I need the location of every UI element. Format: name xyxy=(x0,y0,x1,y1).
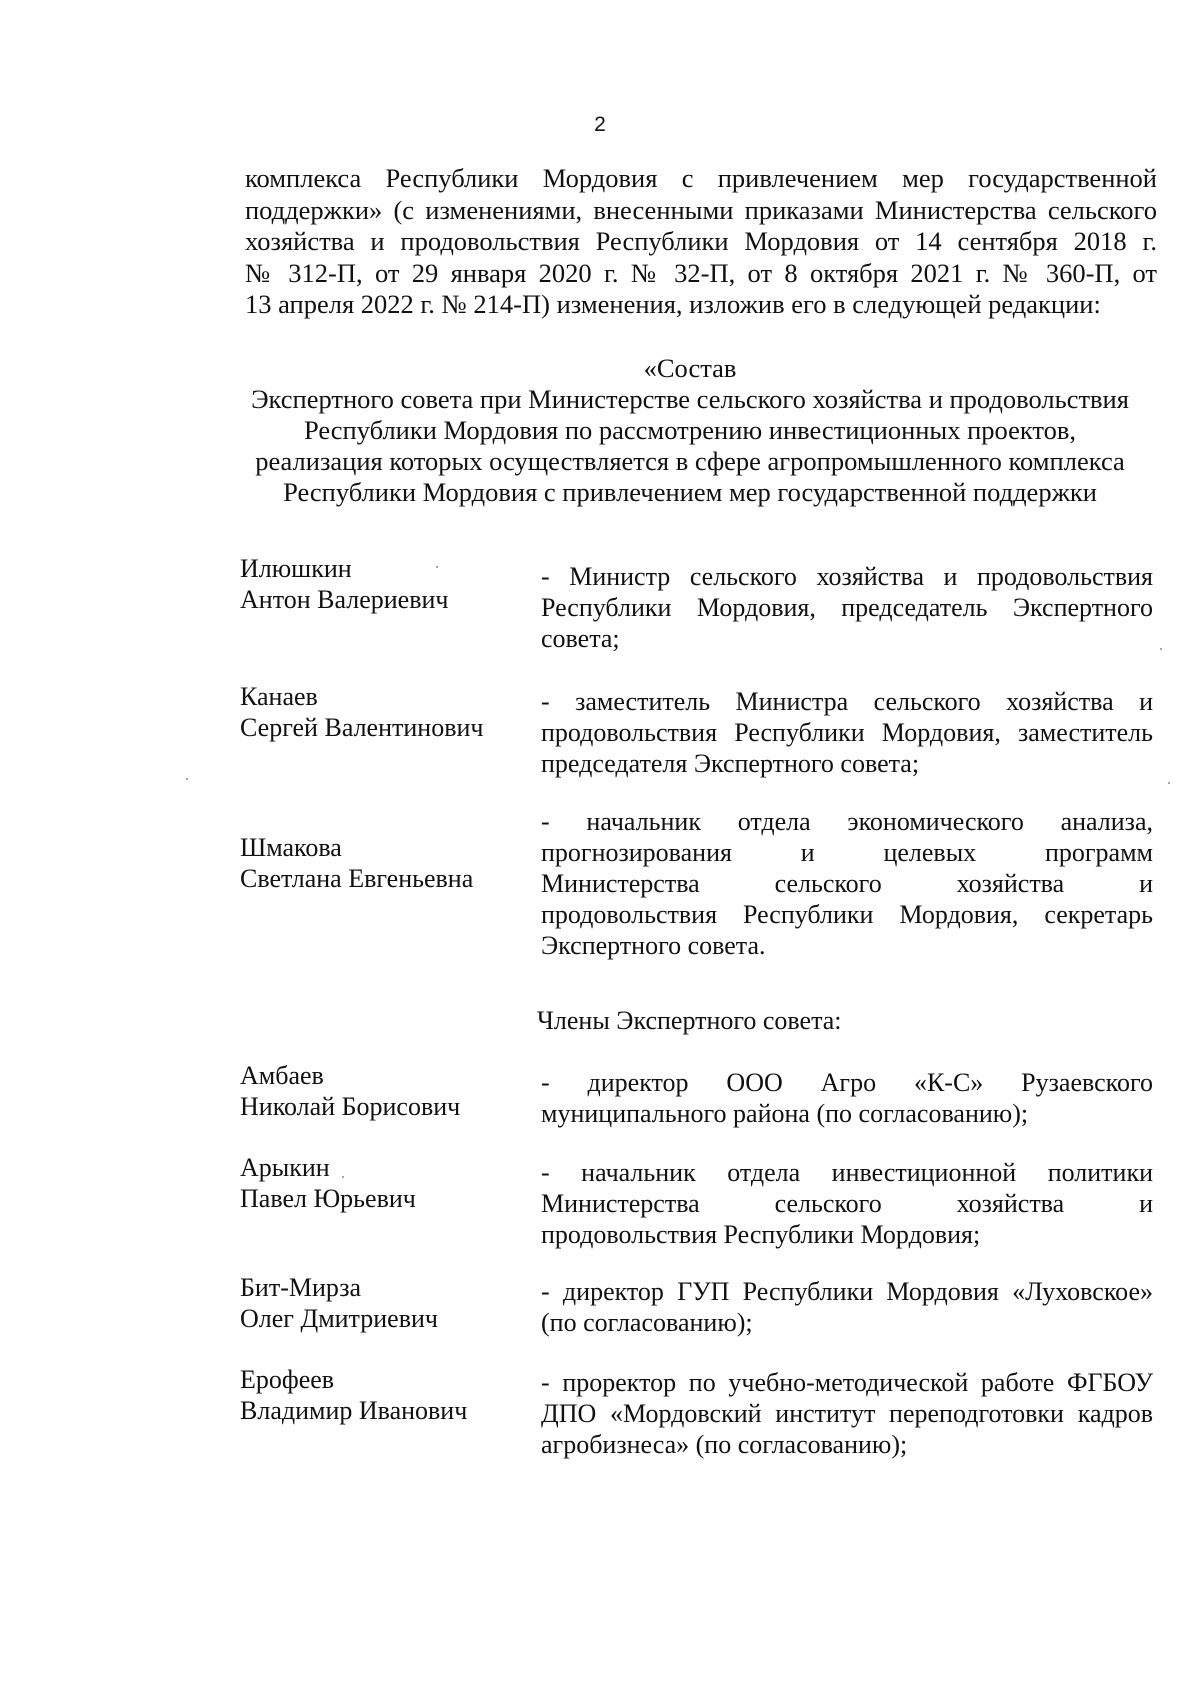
intro-line: 13 апреля 2022 г. № 214-П) изменения, изложив его в следующей редакции: xyxy=(245,289,1101,319)
role-line: - директор ГУП Республики Мордовия «Луховское» xyxy=(541,1277,1153,1306)
member-surname: Амбаев xyxy=(240,1061,324,1090)
intro-line: комплекса Республики Мордовия с привлечением мер государственной xyxy=(245,163,1157,193)
member-given-name: Олег Дмитриевич xyxy=(240,1304,438,1333)
role-line: - заместитель Министра сельского хозяйства и xyxy=(541,687,1153,716)
composition-heading xyxy=(230,353,1150,508)
heading-line: Республики Мордовия с привлечением мер государственной поддержки xyxy=(283,477,1097,507)
member-given-name: Антон Валериевич xyxy=(240,585,449,614)
scan-speck xyxy=(186,778,188,780)
role-line: - проректор по учебно-методической работе ФГБОУ xyxy=(541,1368,1153,1397)
role-line: - начальник отдела экономического анализа, xyxy=(541,807,1153,836)
role-line: Министерства сельского хозяйства и xyxy=(541,869,1153,898)
heading-line: Экспертного совета при Министерстве сельского хозяйства и продовольствия xyxy=(251,384,1129,414)
role-line: Министерства сельского хозяйства и xyxy=(541,1189,1153,1218)
member-name xyxy=(240,1364,467,1426)
scan-speck xyxy=(1160,648,1162,650)
role-line: - начальник отдела инвестиционной политики xyxy=(541,1158,1153,1187)
member-name xyxy=(240,681,483,743)
intro-line: поддержки» (с изменениями, внесенными приказами Министерства сельского xyxy=(245,194,1157,225)
intro-line: хозяйства и продовольствия Республики Мордовия от 14 сентября 2018 г. xyxy=(245,226,1157,256)
role-line: (по согласованию); xyxy=(541,1308,753,1337)
scan-speck xyxy=(342,1176,344,1178)
member-role xyxy=(541,1276,1153,1338)
scan-speck xyxy=(436,566,438,568)
member-given-name: Светлана Евгеньевна xyxy=(240,864,474,893)
role-line: Экспертного совета. xyxy=(541,931,766,960)
member-name xyxy=(240,1152,416,1214)
member-name xyxy=(240,553,448,615)
role-line: - директор ООО Агро «К-С» Рузаевского xyxy=(541,1068,1153,1097)
member-surname: Ерофеев xyxy=(240,1365,335,1394)
intro-paragraph xyxy=(245,163,1157,321)
heading-line: реализация которых осуществляется в сфере агропромышленного комплекса xyxy=(255,446,1125,476)
member-role xyxy=(541,1367,1153,1460)
member-given-name: Павел Юрьевич xyxy=(240,1184,416,1213)
member-surname: Илюшкин xyxy=(240,554,352,583)
member-role xyxy=(541,561,1153,654)
role-line: муниципального района (по согласованию); xyxy=(541,1099,1029,1128)
member-name xyxy=(240,832,473,894)
member-surname: Канаев xyxy=(240,682,318,711)
member-name xyxy=(240,1060,460,1122)
member-surname: Арыкин xyxy=(240,1153,330,1182)
role-line: продовольствия Республики Мордовия, секретарь xyxy=(541,900,1153,929)
role-line: продовольствия Республики Мордовия, заместитель xyxy=(541,718,1153,747)
heading-line: «Состав xyxy=(643,353,737,383)
member-role xyxy=(541,686,1153,779)
role-line: Республики Мордовия, председатель Экспертного xyxy=(541,593,1153,622)
role-line: - Министр сельского хозяйства и продовольствия xyxy=(541,562,1153,591)
role-line: агробизнеса» (по согласованию); xyxy=(541,1430,908,1459)
role-line: председателя Экспертного совета; xyxy=(541,749,920,778)
member-given-name: Сергей Валентинович xyxy=(240,713,484,742)
member-role xyxy=(541,1067,1153,1129)
member-surname: Бит-Мирза xyxy=(240,1273,362,1302)
heading-line: Республики Мордовия по рассмотрению инвестиционных проектов, xyxy=(303,415,1077,445)
member-role xyxy=(541,806,1153,961)
member-role xyxy=(541,1157,1153,1250)
role-line: продовольствия Республики Мордовия; xyxy=(541,1220,981,1249)
page-number: 2 xyxy=(594,113,606,136)
role-line: совета; xyxy=(541,624,620,653)
role-line: ДПО «Мордовский институт переподготовки кадров xyxy=(541,1399,1153,1428)
member-given-name: Николай Борисович xyxy=(240,1092,461,1121)
members-heading: Члены Экспертного совета: xyxy=(537,1006,842,1035)
role-line: прогнозирования и целевых программ xyxy=(541,838,1153,867)
member-name xyxy=(240,1272,438,1334)
scan-speck xyxy=(1168,782,1170,784)
intro-line: № 312-П, от 29 января 2020 г. № 32-П, от 8 октября 2021 г. № 360-П, от xyxy=(245,257,1157,288)
member-surname: Шмакова xyxy=(240,833,342,862)
member-given-name: Владимир Иванович xyxy=(240,1396,468,1425)
